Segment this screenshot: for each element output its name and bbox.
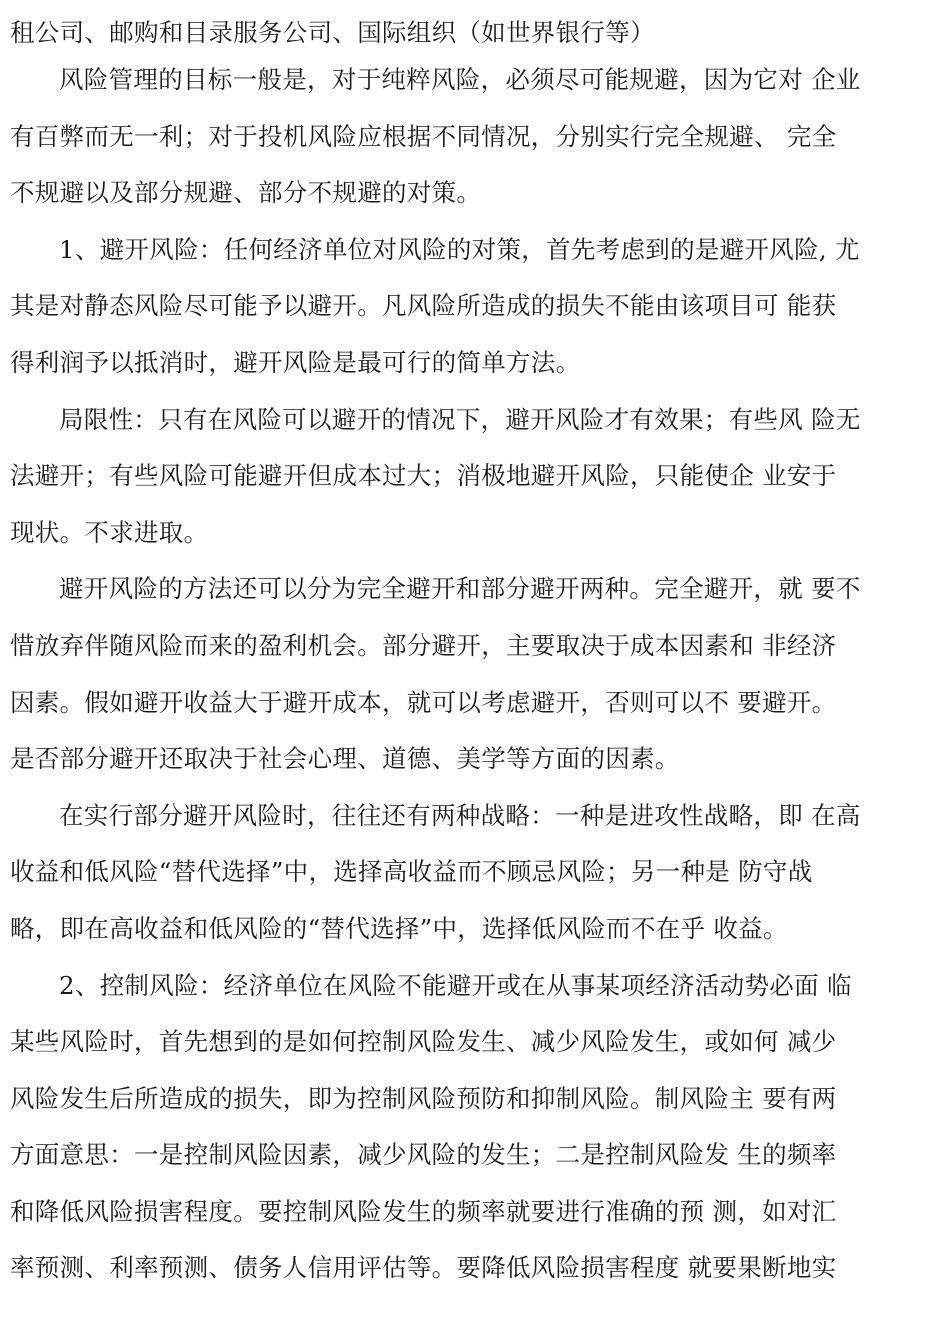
text-line: 1、避开风险：任何经济单位对风险的对策，首先考虑到的是避开风险, 尤 [59,234,860,264]
document-body [10,14,940,1297]
text-line: 是否部分避开还取决于社会心理、道德、美学等方面的因素。 [10,744,680,774]
text-line: 因素。假如避开收益大于避开成本，就可以考虑避开，否则可以不 要避开。 [10,687,837,717]
text-line: 略，即在高收益和低风险的“替代选择”中，选择低风险而不在乎 收益。 [10,913,788,943]
text-line: 率预测、利率预测、债务人信用评估等。要降低风险损害程度 就要果断地实 [10,1253,837,1283]
text-line: 现状。不求进取。 [10,517,209,547]
text-line: 收益和低风险“替代选择”中，选择高收益而不顾忌风险；另一种是 防守战 [10,857,813,887]
text-line: 2、控制风险：经济单位在风险不能避开或在从事某项经济活动势必面 临 [59,970,852,1000]
text-line: 其是对静态风险尽可能予以避开。凡风险所造成的损失不能由该项目可 能获 [10,291,837,321]
text-line: 局限性：只有在风险可以避开的情况下，避开风险才有效果；有些风 险无 [59,404,861,434]
text-line: 不规避以及部分规避、部分不规避的对策。 [10,178,482,208]
text-line: 避开风险的方法还可以分为完全避开和部分避开两种。完全避开，就 要不 [59,574,861,604]
text-line: 和降低风险损害程度。要控制风险发生的频率就要进行准确的预 测，如对汇 [10,1196,837,1226]
text-line: 法避开；有些风险可能避开但成本过大；消极地避开风险，只能使企 业安于 [10,461,837,491]
text-line: 在实行部分避开风险时，往往还有两种战略：一种是进攻性战略，即 在高 [59,800,861,830]
text-line: 风险管理的目标一般是，对于纯粹风险，必须尽可能规避，因为它对 企业 [59,65,861,94]
text-line: 得利润予以抵消时，避开风险是最可行的简单方法。 [10,347,581,377]
text-line: 方面意思：一是控制风险因素，减少风险的发生；二是控制风险发 生的频率 [10,1140,837,1170]
text-line: 租公司、邮购和目录服务公司、国际组织（如世界银行等） [10,18,655,47]
text-line: 惜放弃伴随风险而来的盈利机会。部分避开，主要取决于成本因素和 非经济 [10,630,837,660]
text-line: 某些风险时，首先想到的是如何控制风险发生、减少风险发生，或如何 减少 [10,1027,837,1057]
text-line: 风险发生后所造成的损失，即为控制风险预防和抑制风险。制风险主 要有两 [10,1083,837,1113]
text-line: 有百弊而无一利；对于投机风险应根据不同情况，分别实行完全规避、 完全 [10,121,837,151]
